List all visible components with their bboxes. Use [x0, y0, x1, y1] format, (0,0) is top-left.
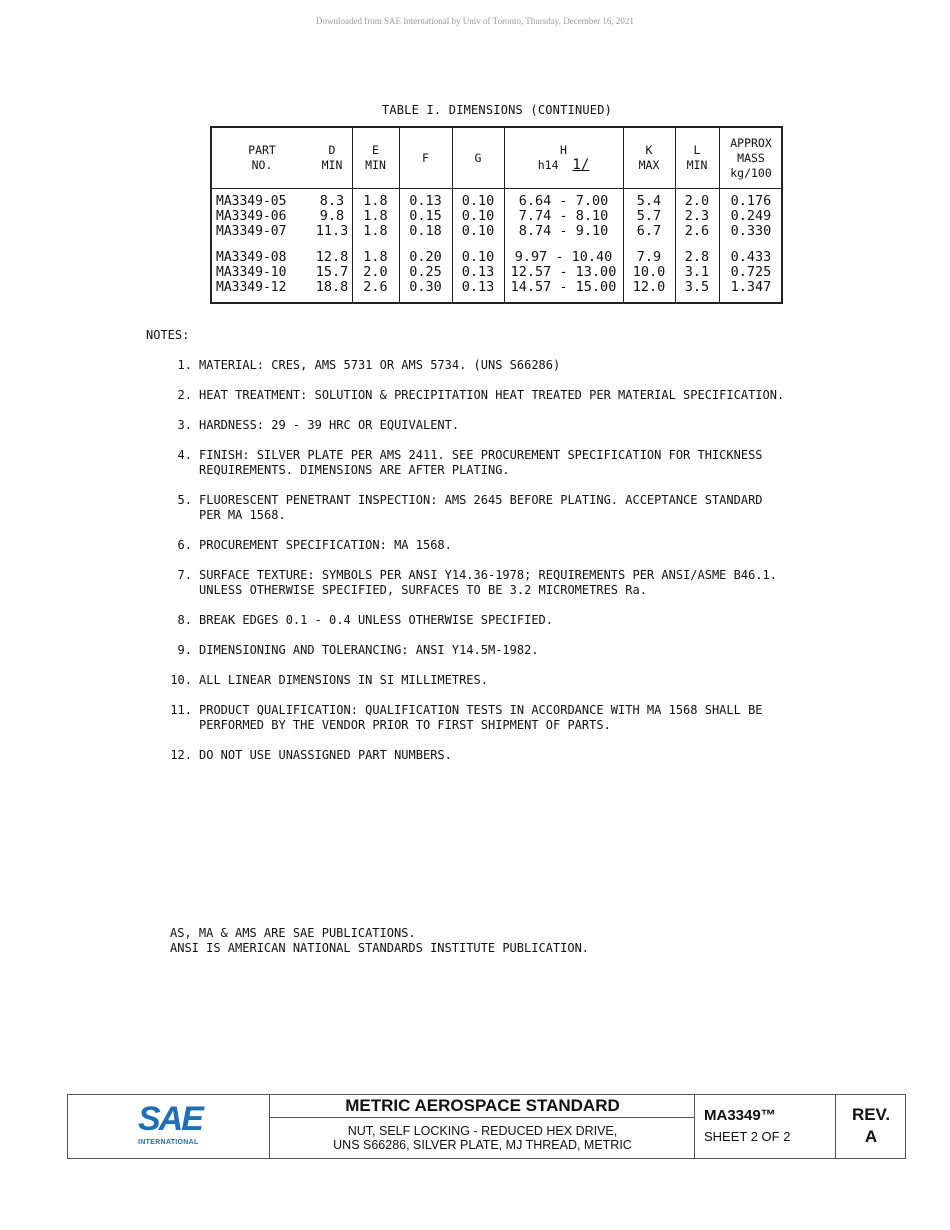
download-note: Downloaded from SAE International by Univ of Toronto, Thursday, December 16, 2021	[316, 16, 634, 26]
dimensions-table	[210, 126, 783, 304]
header-g: G	[474, 150, 482, 165]
header-f: F	[422, 150, 429, 165]
part-number: MA3349™	[704, 1107, 776, 1124]
publications-note	[170, 926, 589, 956]
header-e: E MIN	[365, 143, 386, 172]
header-k: K MAX	[638, 143, 660, 172]
publications-line: AS, MA & AMS ARE SAE PUBLICATIONS.	[170, 926, 416, 940]
revision-value: A	[864, 1127, 878, 1146]
header-mass: APPROX MASS kg/100	[730, 135, 772, 180]
header-divider	[212, 188, 781, 189]
table-title: TABLE I. DIMENSIONS (CONTINUED)	[381, 103, 613, 117]
column-l: 2.0 2.3 2.6 2.8 3.1 3.5	[684, 193, 710, 295]
column-e: 1.8 1.8 1.8 1.8 2.0 2.6	[363, 193, 388, 295]
part-description: NUT, SELF LOCKING - REDUCED HEX DRIVE, UNS S66286, SILVER PLATE, MJ THREAD, METRIC	[333, 1124, 632, 1152]
revision-label: REV.	[851, 1105, 891, 1124]
sae-logo	[68, 1095, 269, 1158]
title-block	[67, 1094, 906, 1159]
publications-line: ANSI IS AMERICAN NATIONAL STANDARDS INSTITUTE PUBLICATION.	[170, 941, 590, 955]
column-f: 0.13 0.15 0.18 0.20 0.25 0.30	[409, 193, 442, 295]
header-l: L MIN	[686, 143, 708, 172]
column-k: 5.4 5.7 6.7 7.9 10.0 12.0	[632, 193, 666, 295]
column-h: 6.64 - 7.00 7.74 - 8.10 8.74 - 9.10 9.97 - 10.40 12.57 - 13.00 14.57 - 15.00	[510, 193, 617, 295]
column-mass: 0.176 0.249 0.330 0.433 0.725 1.347	[730, 193, 772, 295]
sae-logo-text: SAE	[138, 1100, 202, 1138]
standard-title: METRIC AEROSPACE STANDARD	[270, 1095, 695, 1118]
column-g: 0.10 0.10 0.10 0.10 0.13 0.13	[461, 193, 495, 295]
column-part: MA3349-05 MA3349-06 MA3349-07 MA3349-08 MA3349-10 MA3349-12	[216, 194, 287, 295]
sae-logo-subtext: INTERNATIONAL	[138, 1139, 199, 1146]
header-h: H h14 1/	[537, 143, 590, 173]
notes-heading: NOTES:	[146, 328, 190, 342]
column-d: 8.3 9.8 11.3 12.8 15.7 18.8	[315, 193, 349, 295]
header-d: D MIN	[321, 143, 343, 172]
header-part: PART NO.	[248, 143, 276, 172]
sheet-number: SHEET 2 OF 2	[704, 1129, 791, 1144]
